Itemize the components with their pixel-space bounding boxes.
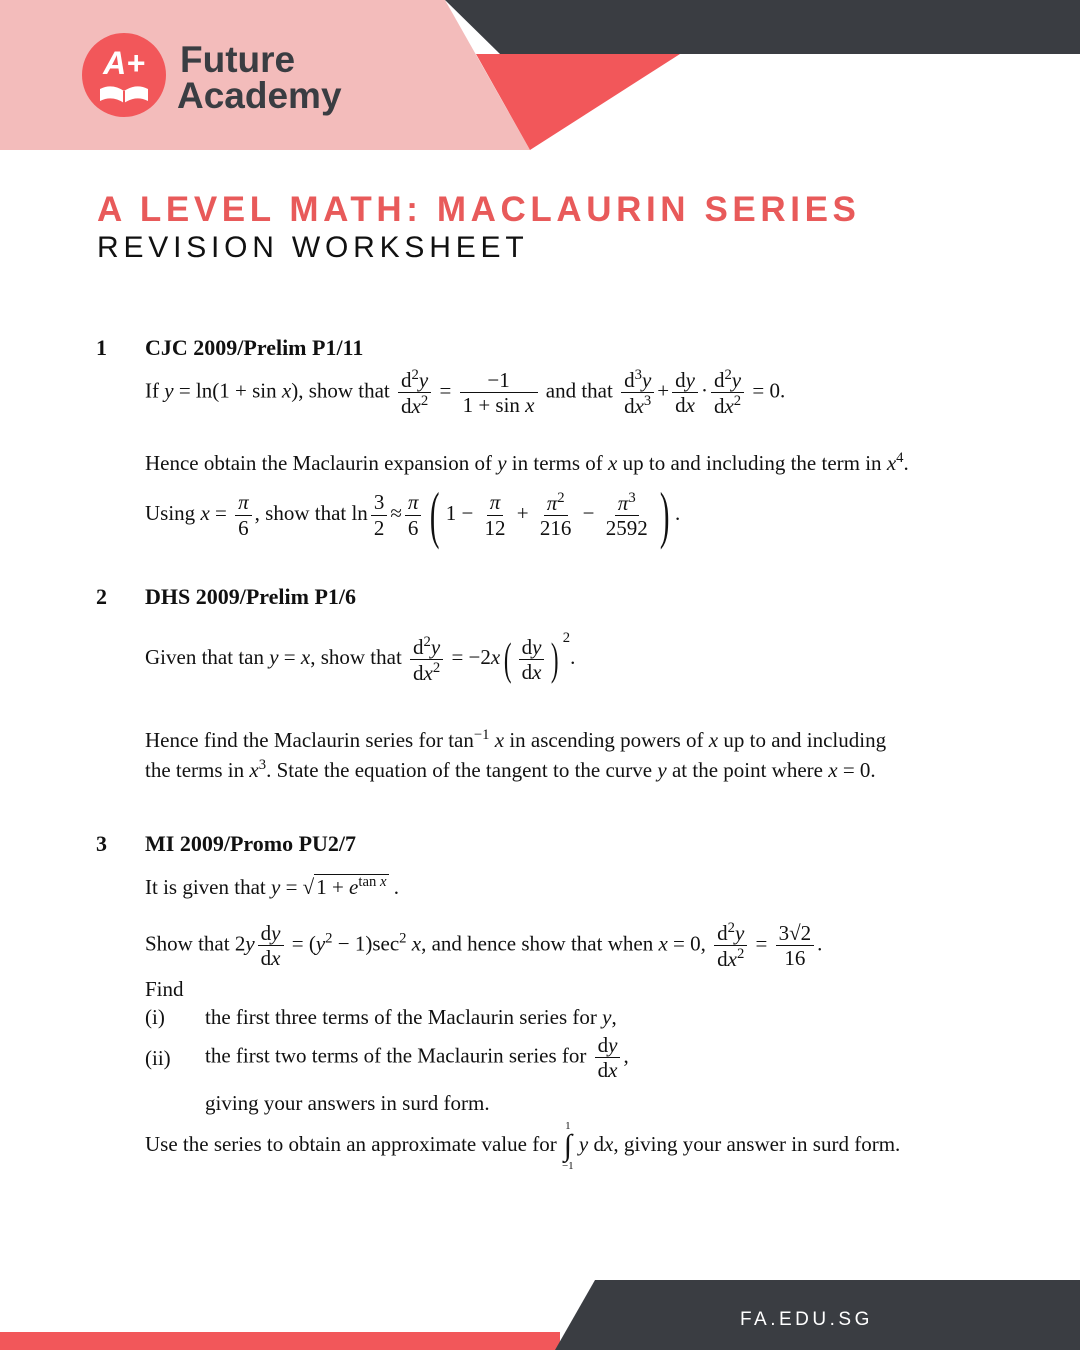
q1-up-to: up to and including the term in xyxy=(622,451,882,475)
q1-if: If xyxy=(145,378,159,403)
q2-line2: Hence find the Maclaurin series for $\tan^{-1} x$ in ascending powers of x up to and including xyxy=(145,727,887,752)
logo-badge xyxy=(82,33,166,117)
book-icon xyxy=(98,85,150,105)
q3-show: Show that xyxy=(145,931,230,956)
q3-surd: giving your answers in surd form. xyxy=(205,1091,490,1115)
q1-hence: Hence obtain the Maclaurin expansion of xyxy=(145,451,492,475)
q1-d2y-frac: $\frac{d^2y}{dx^2}$ xyxy=(398,367,431,418)
q3-part-ii-label: (ii) xyxy=(145,1046,171,1070)
q3-part-ii: the first two terms of the Maclaurin series for $\frac{dy}{dx}$ , xyxy=(205,1033,629,1083)
q2-terms-in: the terms in xyxy=(145,758,245,782)
footer-banner xyxy=(0,1280,1080,1350)
q1-in-terms-of: in terms of xyxy=(511,451,603,475)
logo-badge-text: A+ xyxy=(103,45,145,81)
q3-part-i: the first three terms of the Maclaurin series for y, xyxy=(205,1005,617,1029)
question-2-number: 2 xyxy=(96,584,107,609)
question-3-number: 3 xyxy=(96,831,107,856)
brand-line2: Academy xyxy=(177,75,342,116)
q3-given: It is given that xyxy=(145,875,266,899)
q3-line2: Show that 2y $\frac{dy}{dx}$ = $(y^2 - 1)\sec^2$ x, and hence show that when x = 0, $\frac{d^2y}{dx^2}$ = $\frac{3√2}{16}$ . xyxy=(145,920,823,972)
question-2-source: DHS 2009/Prelim P1/6 xyxy=(145,584,357,609)
q3-and-hence: , and hence show that when xyxy=(421,931,654,956)
q2-ascending: in ascending powers of xyxy=(509,728,704,752)
q1-line2: Hence obtain the Maclaurin expansion of y in terms of x up to and including the term in $x^4$. xyxy=(145,450,909,475)
q2-state: . State the equation of the tangent to the curve xyxy=(266,758,653,782)
footer-url[interactable]: FA.EDU.SG xyxy=(740,1309,873,1330)
q2-line3: the terms in $x^3$. State the equation of the tangent to the curve y at the point where x = 0. xyxy=(145,757,876,782)
q3-find: Find xyxy=(145,977,184,1001)
page-title: A LEVEL MATH: MACLAURIN SERIES xyxy=(97,190,861,229)
q1-using: Using xyxy=(145,500,196,525)
q2-up-to: up to and including xyxy=(723,728,887,752)
brand-line1: Future xyxy=(180,39,296,80)
q2-given: Given that xyxy=(145,645,234,669)
q3-part-i-label: (i) xyxy=(145,1005,165,1029)
q1-line3: Using x = $\frac{\pi}{6}$ , show that ln $\frac{3}{2}$ ≈ $\frac{\pi}{6}$ ( 1 − $\frac{\pi}{12}$ + $\frac{\pi^2}{216}$ − $\frac{\pi^3}{2592}$ ) . xyxy=(145,479,681,550)
q1-rhs-frac: $\frac{-1}{\text{1 + sin x}}$ xyxy=(460,368,538,417)
q1-show-that: , show that xyxy=(298,378,390,403)
q1-and-that: and that xyxy=(545,378,613,403)
q1-line1: If y = ln(1 + sin x), show that $\frac{d^2y}{dx^2}$ = $\frac{-1}{\text{1 + sin x}}$ and that $\frac{d^3y}{dx^3}$ + $\frac{dy}{dx}$ · $\frac{d^2y}{dx^2}$ = 0. xyxy=(145,367,786,419)
page-subtitle: REVISION WORKSHEET xyxy=(97,231,529,264)
header-dark-bar xyxy=(445,0,1080,54)
q2-hence: Hence find the Maclaurin series for xyxy=(145,728,443,752)
integral-symbol: 1 ∫ −1 xyxy=(561,1120,574,1172)
q3-line-final: Use the series to obtain an approximate value for 1 ∫ −1 y dx, giving your answer in surd form. xyxy=(145,1120,901,1172)
question-3-source: MI 2009/Promo PU2/7 xyxy=(145,831,357,856)
q2-show-that: , show that xyxy=(310,645,402,669)
footer-red-bar xyxy=(0,1332,560,1350)
q1-show-that2: , show that xyxy=(254,500,347,525)
q3-line1: It is given that $y = √1 + e^{tan x}$ . xyxy=(145,874,400,899)
question-1-source: CJC 2009/Prelim P1/11 xyxy=(145,335,364,360)
question-1-number: 1 xyxy=(96,335,107,360)
q2-line1: Given that tan y = x, show that $\frac{d^2y}{dx^2}$ = −2x( $\frac{dy}{dx}$ ) $^2$. xyxy=(145,630,576,685)
q2-at-point: at the point where xyxy=(671,758,823,782)
